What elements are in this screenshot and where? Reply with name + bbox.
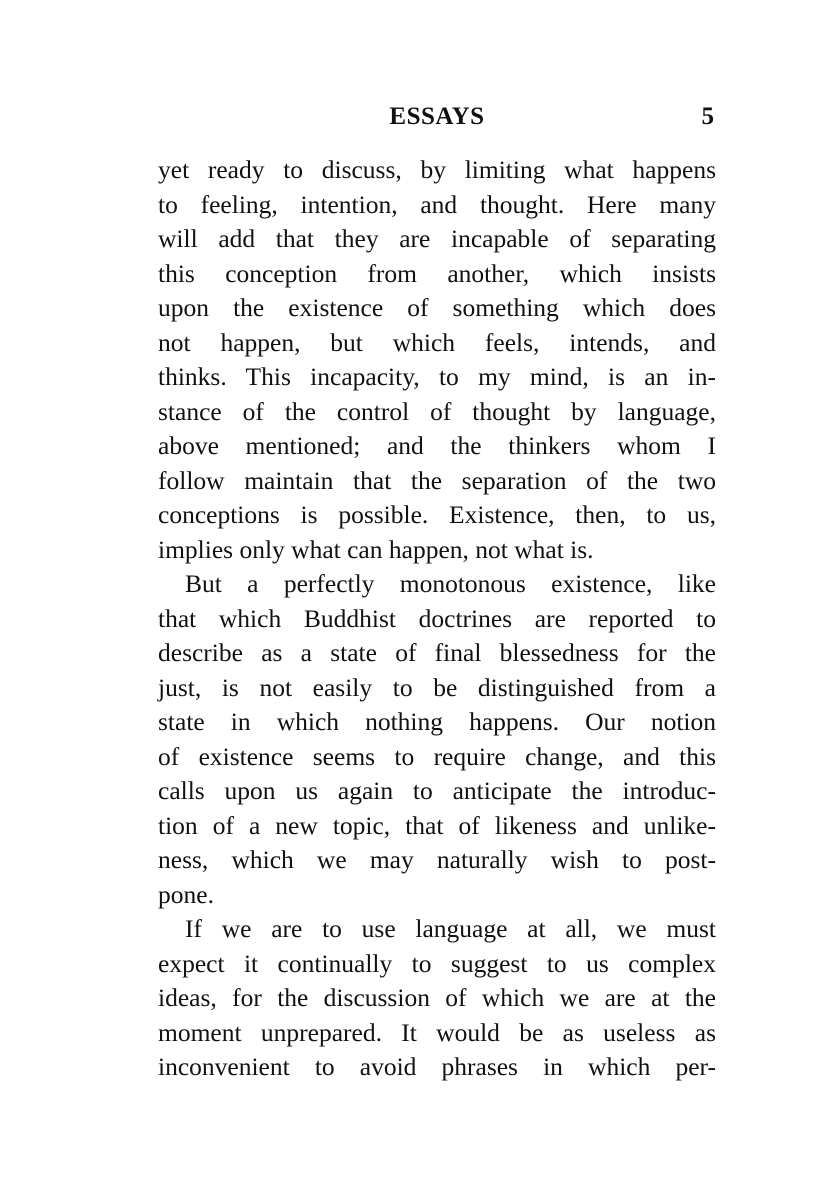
text-line: implies only what can happen, not what is.	[158, 534, 594, 564]
text-line: this conception from another, which insists	[158, 258, 716, 288]
text-line: ideas, for the discussion of which we are at the	[158, 983, 716, 1012]
text-line: ness, which we may naturally wish to post-	[158, 845, 716, 874]
text-line: stance of the control of thought by language,	[158, 396, 716, 426]
text-line: pone.	[158, 879, 214, 909]
text-line: thinks. This incapacity, to my mind, is an in-	[158, 362, 716, 391]
text-line: above mentioned; and the thinkers whom I	[158, 431, 716, 460]
page-number: 5	[701, 103, 714, 130]
text-line: But a perfectly monotonous existence, like	[185, 569, 716, 598]
text-line: just, is not easily to be distinguished from a	[158, 672, 716, 702]
text-line: will add that they are incapable of separating	[158, 224, 716, 253]
text-line: moment unprepared. It would be as useless as	[158, 1017, 716, 1047]
text-line: of existence seems to require change, and this	[158, 741, 716, 771]
text-line: to feeling, intention, and thought. Here many	[158, 189, 716, 219]
text-line: calls upon us again to anticipate the introduc-	[158, 776, 716, 805]
text-line: yet ready to discuss, by limiting what happens	[158, 155, 716, 184]
text-line: describe as a state of final blessedness for the	[158, 638, 716, 667]
text-line: expect it continually to suggest to us complex	[158, 948, 716, 978]
text-line: follow maintain that the separation of the two	[158, 465, 716, 495]
running-title: ESSAYS	[389, 103, 485, 130]
body-text	[158, 153, 716, 1085]
text-line: not happen, but which feels, intends, and	[158, 327, 716, 357]
text-line: that which Buddhist doctrines are reported to	[158, 603, 716, 633]
text-line: inconvenient to avoid phrases in which per-	[158, 1052, 716, 1081]
text-line: state in which nothing happens. Our notion	[158, 707, 716, 736]
text-line: tion of a new topic, that of likeness and unlike-	[158, 810, 716, 840]
text-line: If we are to use language at all, we must	[185, 914, 716, 943]
running-head	[158, 103, 716, 137]
text-line: upon the existence of something which does	[158, 293, 716, 322]
text-line: conceptions is possible. Existence, then, to us,	[158, 500, 716, 529]
